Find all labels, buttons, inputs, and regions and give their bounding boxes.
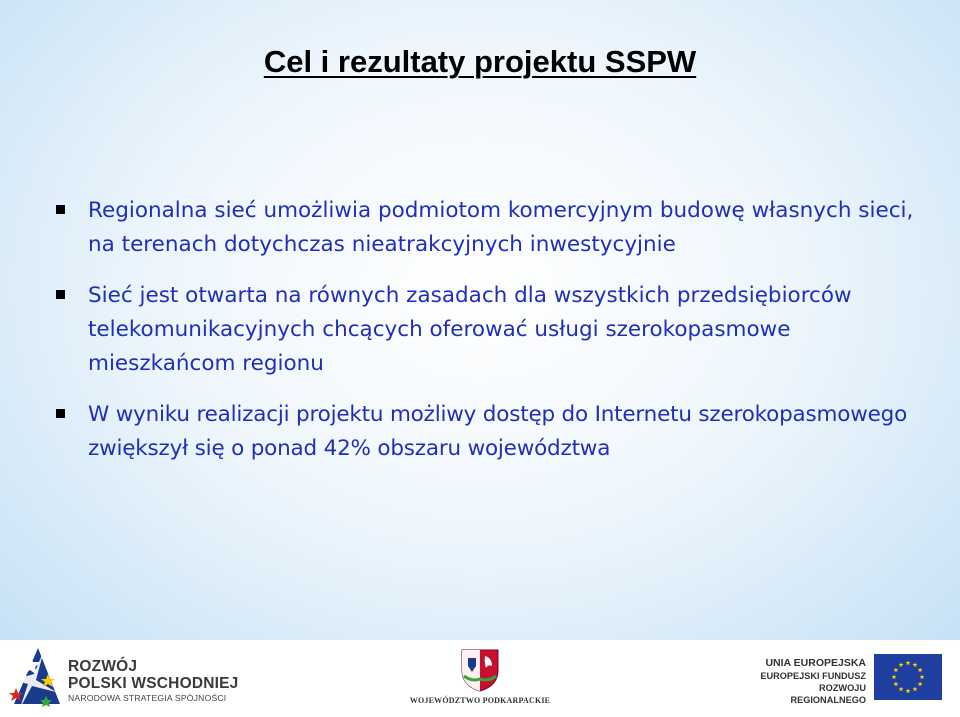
square-bullet-icon — [56, 205, 65, 214]
ue-fund-line1: EUROPEJSKI FUNDUSZ — [760, 671, 866, 681]
ue-fund-line2: ROZWOJU REGIONALNEGO — [790, 683, 866, 705]
rozwoj-polski-wschodniej-logo — [8, 644, 248, 712]
bullet-item — [56, 398, 936, 466]
slide-title: Cel i rezultaty projektu SSPW — [263, 44, 697, 79]
podkarpackie-caption: WOJEWÓDZTWO PODKARPACKIE — [409, 696, 551, 705]
rpw-text — [68, 658, 238, 704]
rpw-subtitle: NARODOWA STRATEGIA SPÓJNOŚCI — [68, 693, 227, 703]
square-bullet-icon — [56, 409, 65, 418]
bullet-text: Sieć jest otwarta na równych zasadach dla wszystkich przedsiębiorców telekomunikacyjnych chcących oferować usługi szerokopasmowe mieszkańcom regionu — [88, 283, 852, 376]
rpw-title-line2: POLSKI WSCHODNIEJ — [68, 675, 239, 692]
eu-flag-icon — [874, 654, 942, 700]
square-bullet-icon — [56, 290, 65, 299]
logo-footer — [0, 640, 960, 716]
ue-text — [748, 656, 866, 706]
rpw-title-line1: ROZWÓJ — [68, 658, 138, 675]
rpw-stars-logo-icon — [8, 644, 66, 712]
bullet-item — [56, 279, 936, 381]
bullet-text: W wyniku realizacji projektu możliwy dostęp do Internetu szerokopasmowego zwiększył się o ponad 42% obszaru województwa — [88, 402, 908, 461]
bullet-list — [56, 194, 936, 483]
wojewodztwo-podkarpackie-logo — [405, 646, 555, 712]
unia-europejska-logo — [748, 648, 948, 710]
bullet-text: Regionalna sieć umożliwia podmiotom komercyjnym budowę własnych sieci, na terenach dotychczas nieatrakcyjnych inwestycyjnie — [88, 198, 914, 257]
bullet-item — [56, 194, 936, 262]
ue-title: UNIA EUROPEJSKA — [765, 657, 866, 669]
podkarpackie-coat-of-arms-icon — [458, 646, 502, 692]
